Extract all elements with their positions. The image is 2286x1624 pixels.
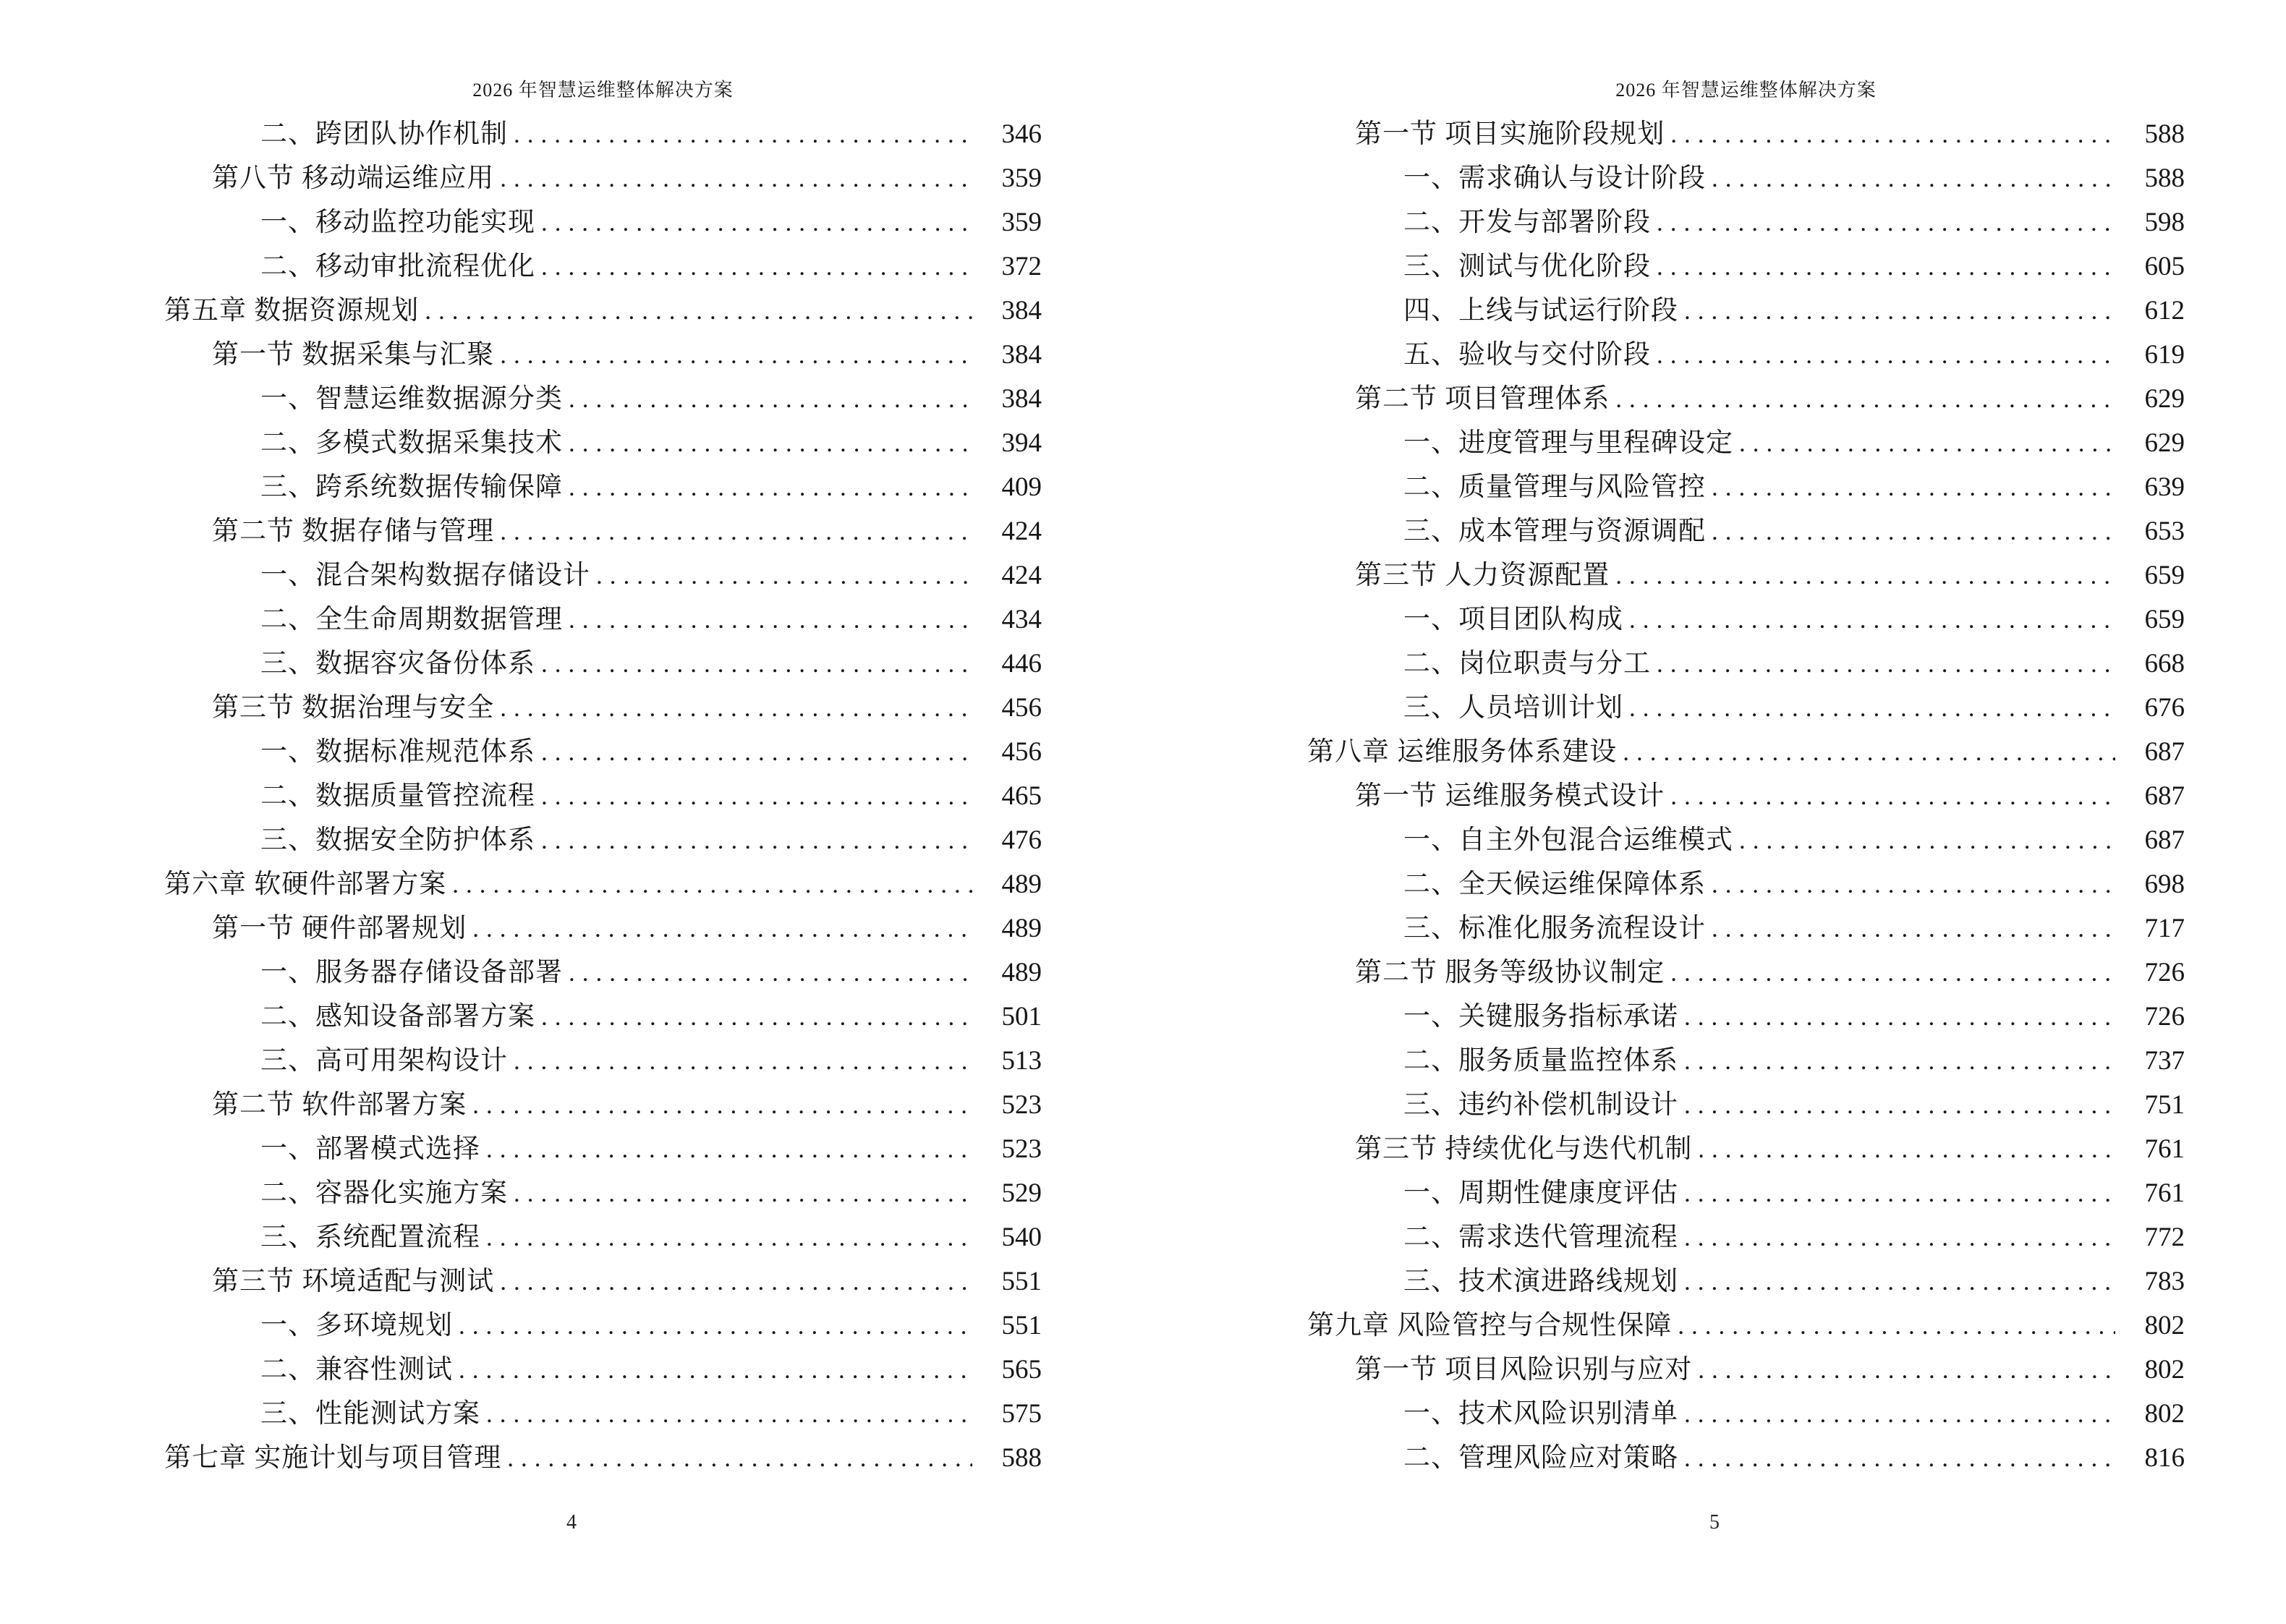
toc-entry-item: [1307, 1436, 2185, 1480]
dot-leader: [1678, 1304, 2115, 1348]
toc-entry-label: 二、岗位职责与分工: [1403, 649, 1651, 679]
toc-entry-label: 四、上线与试运行阶段: [1403, 296, 1678, 326]
toc-entry-label: 二、容器化实施方案: [260, 1178, 508, 1208]
toc-entry-page-number: 619: [2144, 340, 2185, 370]
dot-leader: [569, 951, 972, 995]
toc-entry-label: 一、需求确认与设计阶段: [1403, 163, 1706, 193]
dot-leader: [1684, 1171, 2115, 1215]
dot-leader: [1629, 686, 2115, 730]
toc-entry-item: [164, 465, 1042, 509]
dot-leader: [596, 553, 972, 598]
toc-entry-item: [164, 642, 1042, 686]
toc-entry-item: [164, 1392, 1042, 1436]
toc-entry-label: 第一节 项目风险识别与应对: [1355, 1355, 1693, 1385]
toc-entry-item: [1307, 1171, 2185, 1215]
toc-entry-label: 三、人员培训计划: [1403, 693, 1623, 723]
toc-entry-item: [164, 112, 1042, 156]
dot-leader: [472, 1083, 972, 1127]
dot-leader: [1615, 553, 2115, 598]
toc-entry-page-number: 783: [2144, 1267, 2185, 1296]
toc-entry-item: [164, 1304, 1042, 1348]
toc-entry-item: [164, 1127, 1042, 1171]
toc-entry-page-number: 465: [1001, 781, 1042, 811]
toc-entry-label: 三、测试与优化阶段: [1403, 252, 1651, 281]
dot-leader: [452, 862, 972, 906]
toc-entry-section: [1307, 951, 2185, 995]
dot-leader: [500, 156, 972, 200]
toc-entry-label: 第六章 软硬件部署方案: [164, 870, 447, 899]
toc-entry-item: [1307, 245, 2185, 289]
toc-entry-page-number: 446: [1001, 649, 1042, 679]
toc-entry-page-number: 551: [1001, 1267, 1042, 1296]
toc-entry-page-number: 629: [2144, 428, 2185, 458]
toc-entry-label: 二、开发与部署阶段: [1403, 208, 1651, 237]
toc-entry-label: 第一节 项目实施阶段规划: [1355, 119, 1665, 149]
toc-entry-page-number: 698: [2144, 870, 2185, 899]
toc-entry-item: [164, 995, 1042, 1039]
dot-leader: [1698, 1348, 2115, 1392]
toc-entry-label: 第五章 数据资源规划: [164, 296, 420, 326]
dot-leader: [507, 1436, 972, 1480]
toc-entry-page-number: 598: [2144, 208, 2185, 237]
dot-leader: [1623, 730, 2115, 774]
toc-entry-label: 一、数据标准规范体系: [260, 737, 535, 767]
toc-entry-label: 二、多模式数据采集技术: [260, 428, 563, 458]
toc-entry-label: 二、需求迭代管理流程: [1403, 1223, 1678, 1252]
toc-entry-page-number: 424: [1001, 561, 1042, 590]
toc-entry-page-number: 687: [2144, 781, 2185, 811]
toc-entry-label: 一、部署模式选择: [260, 1134, 480, 1164]
toc-entry-page-number: 726: [2144, 958, 2185, 987]
toc-entry-item: [1307, 995, 2185, 1039]
toc-entry-label: 三、标准化服务流程设计: [1403, 914, 1706, 943]
toc-entry-item: [1307, 465, 2185, 509]
toc-entry-item: [164, 553, 1042, 598]
toc-entry-label: 二、数据质量管控流程: [260, 781, 535, 811]
toc-entry-page-number: 394: [1001, 428, 1042, 458]
toc-entry-label: 一、移动监控功能实现: [260, 208, 535, 237]
toc-entry-section: [1307, 377, 2185, 421]
dot-leader: [1657, 200, 2115, 245]
toc-entry-page-number: 802: [2144, 1311, 2185, 1340]
toc-entry-label: 三、违约补偿机制设计: [1403, 1090, 1678, 1120]
toc-entry-section: [1307, 774, 2185, 818]
toc-entry-page-number: 772: [2144, 1223, 2185, 1252]
toc-entry-page-number: 653: [2144, 516, 2185, 546]
toc-entry-page-number: 687: [2144, 825, 2185, 855]
toc-entry-label: 一、智慧运维数据源分类: [260, 384, 563, 414]
toc-entry-chapter: [1307, 1304, 2185, 1348]
toc-entry-section: [164, 156, 1042, 200]
toc-entry-label: 三、系统配置流程: [260, 1223, 480, 1252]
dot-leader: [1684, 1259, 2115, 1304]
dot-leader: [500, 333, 972, 377]
toc-entry-item: [1307, 156, 2185, 200]
toc-entry-item: [1307, 200, 2185, 245]
toc-entry-page-number: 501: [1001, 1002, 1042, 1032]
toc-entry-page-number: 676: [2144, 693, 2185, 723]
toc-entry-item: [164, 1348, 1042, 1392]
dot-leader: [425, 289, 972, 333]
dot-leader: [541, 642, 972, 686]
toc-entry-section: [1307, 1348, 2185, 1392]
toc-entry-page-number: 802: [2144, 1399, 2185, 1429]
toc-entry-label: 一、技术风险识别清单: [1403, 1399, 1678, 1429]
toc-entry-chapter: [164, 289, 1042, 333]
toc-entry-item: [1307, 906, 2185, 951]
toc-entry-item: [1307, 818, 2185, 862]
toc-entry-page-number: 751: [2144, 1090, 2185, 1120]
toc-entry-label: 第二节 项目管理体系: [1355, 384, 1610, 414]
toc-entry-label: 二、移动审批流程优化: [260, 252, 535, 281]
toc-entry-item: [164, 1215, 1042, 1259]
dot-leader: [1684, 1039, 2115, 1083]
toc-page-5: [1143, 0, 2286, 1624]
dot-leader: [1712, 156, 2115, 200]
dot-leader: [569, 598, 972, 642]
toc-entry-page-number: 761: [2144, 1134, 2185, 1164]
toc-entry-item: [1307, 1392, 2185, 1436]
dot-leader: [1684, 995, 2115, 1039]
toc-entry-label: 一、自主外包混合运维模式: [1403, 825, 1733, 855]
toc-entry-page-number: 359: [1001, 163, 1042, 193]
toc-entry-page-number: 629: [2144, 384, 2185, 414]
dot-leader: [1712, 509, 2115, 553]
dot-leader: [1657, 642, 2115, 686]
toc-entry-page-number: 726: [2144, 1002, 2185, 1032]
toc-entry-item: [1307, 598, 2185, 642]
dot-leader: [514, 1171, 972, 1215]
toc-entry-page-number: 384: [1001, 296, 1042, 326]
toc-entry-item: [164, 1171, 1042, 1215]
dot-leader: [1657, 333, 2115, 377]
toc-entry-label: 一、进度管理与里程碑设定: [1403, 428, 1733, 458]
toc-entry-page-number: 612: [2144, 296, 2185, 326]
toc-entry-section: [164, 1083, 1042, 1127]
toc-entry-label: 一、混合架构数据存储设计: [260, 561, 590, 590]
dot-leader: [1615, 377, 2115, 421]
dot-leader: [500, 1259, 972, 1304]
toc-entry-page-number: 575: [1001, 1399, 1042, 1429]
toc-entry-label: 二、质量管理与风险管控: [1403, 472, 1706, 502]
toc-entry-section: [164, 333, 1042, 377]
dot-leader: [500, 686, 972, 730]
toc-entry-page-number: 588: [2144, 163, 2185, 193]
toc-entry-label: 第三节 环境适配与测试: [212, 1267, 495, 1296]
toc-entry-label: 第二节 数据存储与管理: [212, 516, 495, 546]
dot-leader: [472, 906, 972, 951]
toc-entry-page-number: 717: [2144, 914, 2185, 943]
toc-entry-item: [164, 1039, 1042, 1083]
toc-entry-page-number: 456: [1001, 693, 1042, 723]
dot-leader: [541, 730, 972, 774]
toc-entry-item: [1307, 1039, 2185, 1083]
toc-entry-item: [1307, 1215, 2185, 1259]
toc-entry-label: 第八节 移动端运维应用: [212, 163, 495, 193]
toc-entry-page-number: 802: [2144, 1355, 2185, 1385]
running-header: 2026 年智慧运维整体解决方案: [1615, 80, 1877, 101]
dot-leader: [1712, 862, 2115, 906]
toc-entry-page-number: 372: [1001, 252, 1042, 281]
toc-entry-item: [164, 421, 1042, 465]
toc-entry-item: [1307, 1259, 2185, 1304]
toc-entry-label: 第三节 数据治理与安全: [212, 693, 495, 723]
toc-entry-item: [1307, 862, 2185, 906]
toc-entry-label: 第二节 软件部署方案: [212, 1090, 467, 1120]
toc-entry-label: 一、周期性健康度评估: [1403, 1178, 1678, 1208]
toc-entry-item: [1307, 333, 2185, 377]
dot-leader: [541, 245, 972, 289]
toc-entry-page-number: 588: [1001, 1443, 1042, 1473]
toc-entry-page-number: 565: [1001, 1355, 1042, 1385]
dot-leader: [1670, 951, 2115, 995]
toc-entry-section: [164, 686, 1042, 730]
toc-entry-chapter: [164, 862, 1042, 906]
toc-entry-label: 三、数据安全防护体系: [260, 825, 535, 855]
toc-entry-label: 二、服务质量监控体系: [1403, 1046, 1678, 1076]
dot-leader: [459, 1304, 972, 1348]
toc-entry-label: 三、跨系统数据传输保障: [260, 472, 563, 502]
toc-entry-label: 第一节 硬件部署规划: [212, 914, 467, 943]
toc-entry-label: 第一节 运维服务模式设计: [1355, 781, 1665, 811]
toc-entry-item: [164, 200, 1042, 245]
dot-leader: [541, 818, 972, 862]
dot-leader: [1712, 906, 2115, 951]
dot-leader: [1684, 1083, 2115, 1127]
toc-entry-label: 二、全天候运维保障体系: [1403, 870, 1706, 899]
toc-entry-item: [1307, 289, 2185, 333]
toc-entry-label: 第九章 风险管控与合规性保障: [1307, 1311, 1673, 1340]
toc-entry-label: 三、成本管理与资源调配: [1403, 516, 1706, 546]
dot-leader: [1670, 112, 2115, 156]
toc-entry-item: [164, 774, 1042, 818]
toc-entry-label: 二、管理风险应对策略: [1403, 1443, 1678, 1473]
dot-leader: [1684, 289, 2115, 333]
toc-entry-item: [164, 245, 1042, 289]
toc-entry-label: 二、跨团队协作机制: [260, 119, 508, 149]
dot-leader: [541, 200, 972, 245]
toc-entry-item: [164, 730, 1042, 774]
toc-entry-label: 二、全生命周期数据管理: [260, 605, 563, 634]
dot-leader: [1629, 598, 2115, 642]
toc-entry-label: 一、关键服务指标承诺: [1403, 1002, 1678, 1032]
toc-entry-page-number: 551: [1001, 1311, 1042, 1340]
dot-leader: [569, 465, 972, 509]
dot-leader: [1670, 774, 2115, 818]
toc-entry-item: [1307, 686, 2185, 730]
toc-entry-item: [164, 951, 1042, 995]
toc-entry-section: [164, 1259, 1042, 1304]
toc-entry-page-number: 434: [1001, 605, 1042, 634]
toc-entry-page-number: 456: [1001, 737, 1042, 767]
toc-entry-label: 第三节 持续优化与迭代机制: [1355, 1134, 1693, 1164]
dot-leader: [1739, 421, 2115, 465]
dot-leader: [569, 377, 972, 421]
toc-entry-label: 二、感知设备部署方案: [260, 1002, 535, 1032]
toc-entry-page-number: 523: [1001, 1134, 1042, 1164]
toc-entry-page-number: 605: [2144, 252, 2185, 281]
dot-leader: [1657, 245, 2115, 289]
toc-entry-chapter: [164, 1436, 1042, 1480]
toc-entry-item: [1307, 421, 2185, 465]
toc-entry-page-number: 687: [2144, 737, 2185, 767]
toc-entry-page-number: 529: [1001, 1178, 1042, 1208]
toc-entry-page-number: 513: [1001, 1046, 1042, 1076]
toc-entry-chapter: [1307, 730, 2185, 774]
toc-entry-label: 三、技术演进路线规划: [1403, 1267, 1678, 1296]
toc-list-page-4: [164, 112, 1042, 1480]
toc-entry-page-number: 761: [2144, 1178, 2185, 1208]
toc-entry-page-number: 816: [2144, 1443, 2185, 1473]
dot-leader: [500, 509, 972, 553]
toc-entry-item: [1307, 642, 2185, 686]
dot-leader: [1684, 1392, 2115, 1436]
toc-entry-label: 一、项目团队构成: [1403, 605, 1623, 634]
toc-entry-page-number: 737: [2144, 1046, 2185, 1076]
toc-entry-label: 第二节 服务等级协议制定: [1355, 958, 1665, 987]
toc-entry-section: [164, 509, 1042, 553]
dot-leader: [541, 995, 972, 1039]
dot-leader: [1684, 1436, 2115, 1480]
toc-entry-label: 三、高可用架构设计: [260, 1046, 508, 1076]
dot-leader: [541, 774, 972, 818]
toc-entry-item: [1307, 1083, 2185, 1127]
page-number-footer: 5: [1709, 1511, 1720, 1534]
toc-entry-page-number: 424: [1001, 516, 1042, 546]
toc-entry-page-number: 346: [1001, 119, 1042, 149]
toc-entry-page-number: 659: [2144, 561, 2185, 590]
toc-entry-page-number: 668: [2144, 649, 2185, 679]
dot-leader: [486, 1215, 972, 1259]
toc-entry-page-number: 523: [1001, 1090, 1042, 1120]
toc-entry-section: [1307, 553, 2185, 598]
dot-leader: [1739, 818, 2115, 862]
toc-entry-label: 三、数据容灾备份体系: [260, 649, 535, 679]
dot-leader: [486, 1392, 972, 1436]
toc-entry-page-number: 359: [1001, 208, 1042, 237]
toc-entry-page-number: 588: [2144, 119, 2185, 149]
toc-entry-label: 第一节 数据采集与汇聚: [212, 340, 495, 370]
dot-leader: [569, 421, 972, 465]
toc-entry-label: 第三节 人力资源配置: [1355, 561, 1610, 590]
toc-entry-page-number: 540: [1001, 1223, 1042, 1252]
toc-entry-item: [164, 598, 1042, 642]
toc-entry-label: 第七章 实施计划与项目管理: [164, 1443, 502, 1473]
toc-entry-page-number: 476: [1001, 825, 1042, 855]
dot-leader: [1712, 465, 2115, 509]
toc-entry-page-number: 489: [1001, 958, 1042, 987]
toc-entry-item: [164, 377, 1042, 421]
toc-entry-item: [1307, 509, 2185, 553]
dot-leader: [1698, 1127, 2115, 1171]
page-number-footer: 4: [566, 1511, 577, 1534]
toc-entry-label: 一、服务器存储设备部署: [260, 958, 563, 987]
toc-entry-page-number: 489: [1001, 914, 1042, 943]
toc-entry-page-number: 489: [1001, 870, 1042, 899]
toc-entry-label: 三、性能测试方案: [260, 1399, 480, 1429]
toc-entry-label: 一、多环境规划: [260, 1311, 453, 1340]
toc-entry-item: [164, 818, 1042, 862]
running-header: 2026 年智慧运维整体解决方案: [472, 80, 734, 101]
toc-entry-section: [164, 906, 1042, 951]
dot-leader: [514, 112, 972, 156]
toc-entry-section: [1307, 112, 2185, 156]
toc-entry-page-number: 409: [1001, 472, 1042, 502]
toc-entry-label: 五、验收与交付阶段: [1403, 340, 1651, 370]
toc-entry-page-number: 639: [2144, 472, 2185, 502]
dot-leader: [486, 1127, 972, 1171]
toc-entry-page-number: 384: [1001, 384, 1042, 414]
dot-leader: [1684, 1215, 2115, 1259]
dot-leader: [514, 1039, 972, 1083]
toc-entry-label: 第八章 运维服务体系建设: [1307, 737, 1618, 767]
toc-entry-page-number: 659: [2144, 605, 2185, 634]
dot-leader: [459, 1348, 972, 1392]
toc-list-page-5: [1307, 112, 2185, 1480]
toc-entry-label: 二、兼容性测试: [260, 1355, 453, 1385]
toc-entry-section: [1307, 1127, 2185, 1171]
toc-entry-page-number: 384: [1001, 340, 1042, 370]
